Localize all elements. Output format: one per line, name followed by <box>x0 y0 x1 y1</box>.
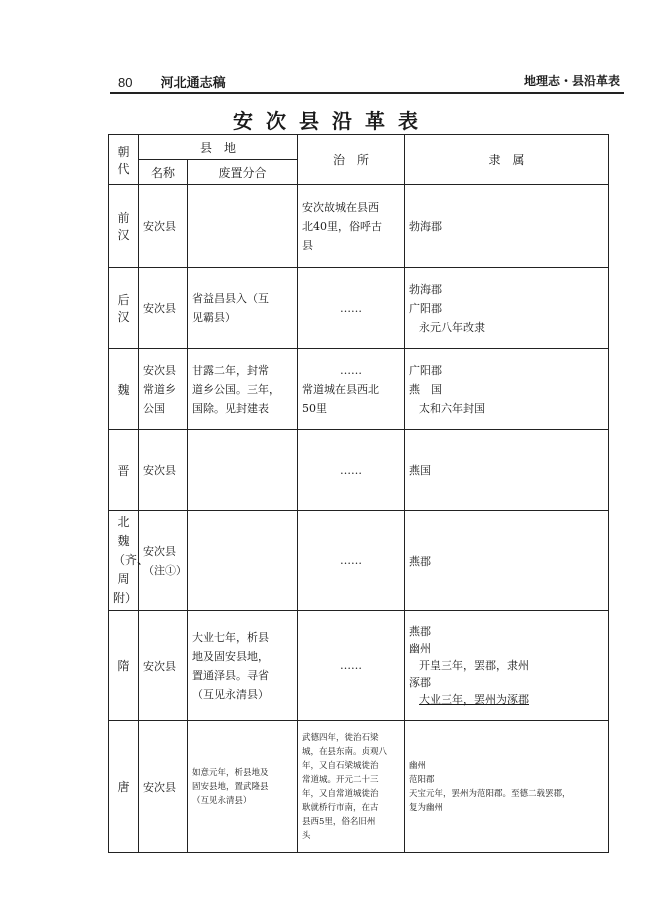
header-dynasty: 朝代 <box>109 135 139 185</box>
dynasty-cell: 北魏（齐、周附） <box>109 511 139 611</box>
dynasty-cell: 晋 <box>109 430 139 511</box>
affiliation-cell: 勃海郡 广阳郡 永元八年改隶 <box>405 268 609 349</box>
changes-cell: 如意元年，析县地及 固安县地，置武隆县 （互见永清县） <box>188 721 298 853</box>
header-changes: 废置分合 <box>188 160 298 185</box>
table-row <box>109 511 609 611</box>
page-number: 80 <box>118 75 133 90</box>
table-row <box>109 430 609 511</box>
seat-cell: …… 常道城在县西北 50里 <box>298 349 405 430</box>
header-rule <box>110 92 624 94</box>
name-cell: 安次县 <box>139 721 188 853</box>
section-title: 地理志・县沿革表 <box>523 74 620 88</box>
seat-cell: 安次故城在县西 北40里，俗呼古 县 <box>298 185 405 268</box>
table-row <box>109 611 609 721</box>
table-row <box>109 268 609 349</box>
affiliation-cell: 燕郡 幽州 开皇三年，罢郡，隶州 涿郡 大业三年，罢州为涿郡 <box>405 611 609 721</box>
changes-cell <box>188 430 298 511</box>
dynasty-cell: 隋 <box>109 611 139 721</box>
affiliation-cell: 广阳郡 燕 国 太和六年封国 <box>405 349 609 430</box>
seat-cell: …… <box>298 430 405 511</box>
name-cell: 安次县 <box>139 268 188 349</box>
name-cell: 安次县 <box>139 430 188 511</box>
seat-cell: …… <box>298 511 405 611</box>
header-name: 名称 <box>139 160 188 185</box>
header-county-land: 县 地 <box>139 135 298 160</box>
changes-cell: 甘露二年，封常 道乡公国。三年， 国除。见封建表 <box>188 349 298 430</box>
affiliation-cell: 燕国 <box>405 430 609 511</box>
dynasty-cell: 唐 <box>109 721 139 853</box>
changes-cell: 大业七年，析县 地及固安县地， 置通泽县。寻省 （互见永清县） <box>188 611 298 721</box>
changes-cell <box>188 185 298 268</box>
dynasty-cell: 后汉 <box>109 268 139 349</box>
header-affiliation: 隶 属 <box>405 135 609 185</box>
dynasty-cell: 魏 <box>109 349 139 430</box>
name-cell: 安次县 <box>139 611 188 721</box>
book-title: 河北通志稿 <box>160 76 226 91</box>
changes-cell: 省益昌县入（互 见霸县） <box>188 268 298 349</box>
dynasty-cell: 前汉 <box>109 185 139 268</box>
table-title: 安次县沿革表 <box>233 109 431 133</box>
header-seat: 治 所 <box>298 135 405 185</box>
seat-cell: …… <box>298 611 405 721</box>
name-cell: 安次县（注①） <box>139 511 188 611</box>
seat-cell: …… <box>298 268 405 349</box>
seat-cell: 武德四年，徙治石梁 城，在县东南。贞观八 年，又自石梁城徙治 常道城。开元二十三 年，又自常道城徙治 耿就桥行市南，在古 县西5里，俗名旧州 头 <box>298 721 405 853</box>
table-row <box>109 349 609 430</box>
affiliation-cell: 幽州 范阳郡 天宝元年，罢州为范阳郡。至德二载罢郡， 复为幽州 <box>405 721 609 853</box>
table-row <box>109 721 609 853</box>
table-row <box>109 185 609 268</box>
affiliation-cell: 燕郡 <box>405 511 609 611</box>
name-cell: 安次县 常道乡 公国 <box>139 349 188 430</box>
evolution-table <box>108 134 609 853</box>
running-header-left <box>118 72 418 92</box>
name-cell: 安次县 <box>139 185 188 268</box>
changes-cell <box>188 511 298 611</box>
affiliation-cell: 勃海郡 <box>405 185 609 268</box>
